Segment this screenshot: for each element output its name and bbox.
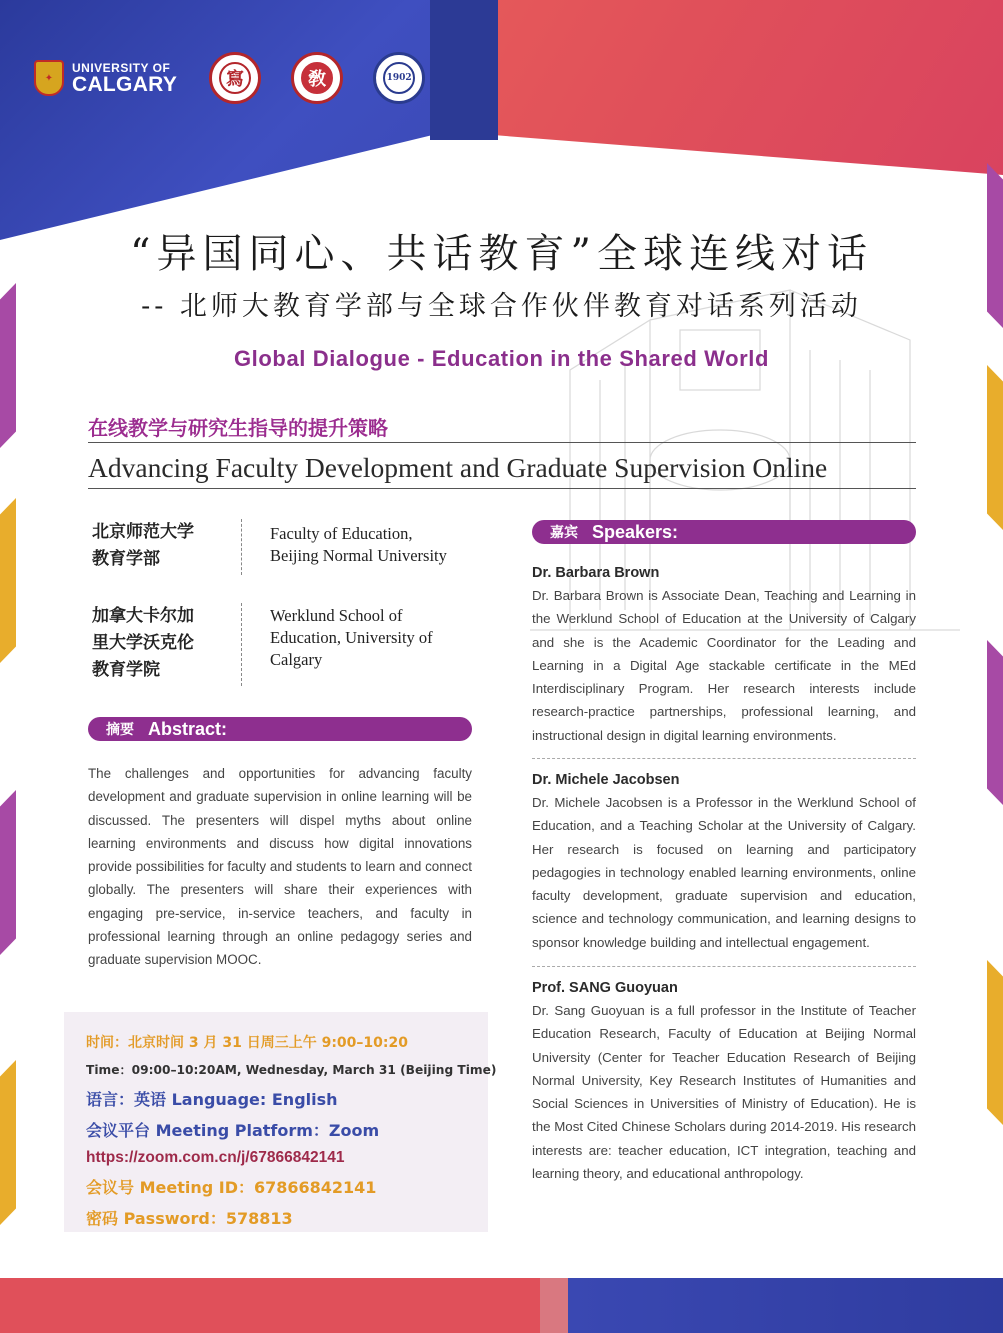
right-accent-yellow-1 xyxy=(987,365,1003,530)
speaker-barbara-brown xyxy=(532,565,916,747)
faculty-of-education-seal-logo xyxy=(291,52,343,104)
left-accent-yellow-1 xyxy=(0,498,16,663)
pink-strip-bottom xyxy=(540,1278,568,1333)
calgary-crest-icon: ✦ xyxy=(34,60,64,96)
university-of-calgary-logo xyxy=(34,60,177,96)
abstract-text: The challenges and opportunities for advancing faculty development and graduate supervision in online learning will be discussed. The presenters will dispel myths about online learning environments and discuss how digital innovations provide possibilities for faculty and students to learn and connect globally. The presenters will share their experiences with engaging pre-service, in-service teachers, and faculty in professional learning through an online pedagogy series and graduate supervision MOOC. xyxy=(88,766,472,968)
blue-seal-year: 1902 xyxy=(383,62,415,94)
topic-divider-bottom xyxy=(88,488,916,489)
speaker-bio: Dr. Michele Jacobsen is a Professor in the Werklund School of Education, and a Teaching Scholar at the University of Calgary. Her research is focused on learning and participatory pedagogies in technology enabled learning environments, online faculty development, graduate supervision and education, science and technology communication, and learning designs to sponsor knowledge building and intellectual engagement. xyxy=(532,795,916,950)
organizer-bnu xyxy=(92,519,472,575)
speaker-separator xyxy=(532,758,916,759)
organizer-en-line: Werklund School of xyxy=(270,606,403,625)
organizer-cn-line: 教育学院 xyxy=(92,660,160,680)
organizer-cn-line: 加拿大卡尔加 xyxy=(92,606,194,626)
left-accent-yellow-2 xyxy=(0,1060,16,1225)
organizer-cn-line: 里大学沃克伦 xyxy=(92,633,194,653)
main-title-en: Global Dialogue - Education in the Shared World xyxy=(233,346,770,371)
speaker-name: Dr. Barbara Brown xyxy=(532,565,660,581)
speakers-label-en: Speakers: xyxy=(592,521,679,542)
bnu-seal-char: 寫 xyxy=(219,62,251,94)
speaker-name: Prof. SANG Guoyuan xyxy=(532,980,678,996)
bnu-seal-logo xyxy=(209,52,261,104)
topic-title-en: Advancing Faculty Development and Graduate Supervision Online xyxy=(88,452,828,483)
organizer-cn-line: 北京师范大学 xyxy=(92,522,194,542)
time-cn: 时间：北京时间 3 月 31 日周三上午 9:00–10:20 xyxy=(86,1035,408,1051)
blue-banner-bottom xyxy=(568,1278,1003,1333)
organizer-calgary xyxy=(92,603,472,686)
speakers-header xyxy=(532,520,916,544)
red-banner-top xyxy=(445,0,1003,175)
meeting-info-box xyxy=(64,1012,497,1232)
logo-row xyxy=(34,48,425,108)
speaker-separator xyxy=(532,966,916,967)
organizer-cn-line: 教育学部 xyxy=(92,549,160,569)
topic-title-cn: 在线教学与研究生指导的提升策略 xyxy=(88,416,388,440)
subtitle-cn: -- 北师大教育学部与全球合作伙伴教育对话系列活动 xyxy=(141,291,862,322)
organizer-en-line: Beijing Normal University xyxy=(270,546,447,565)
education-seal-char: 敎 xyxy=(301,62,333,94)
abstract-label-cn: 摘要 xyxy=(106,722,134,738)
organizer-en-line: Faculty of Education, xyxy=(270,524,413,543)
main-title-cn: “异国同心、共话教育”全球连线对话 xyxy=(130,231,873,277)
right-accent-purple-2 xyxy=(987,640,1003,805)
speakers-label-cn: 嘉宾 xyxy=(550,525,578,541)
speaker-bio: Dr. Barbara Brown is Associate Dean, Teaching and Learning in the Werklund School of Education at the University of Calgary and she is the Academic Coordinator for the Leading and Learning in a Digital Age stackable certificate in the MEd Interdisciplinary Program. Her research interests include research-practice partnerships, professional learning, and instructional design in digital learning environments. xyxy=(532,588,916,743)
meeting-id: 会议号 Meeting ID：67866842141 xyxy=(86,1178,377,1197)
speaker-michele-jacobsen xyxy=(532,772,916,954)
language-info: 语言：英语 Language: English xyxy=(86,1090,338,1109)
speaker-sang-guoyuan xyxy=(532,980,916,1185)
organizer-en-line: Calgary xyxy=(270,650,323,669)
right-accent-yellow-2 xyxy=(987,960,1003,1125)
abstract-header xyxy=(88,717,472,741)
speaker-bio: Dr. Sang Guoyuan is a full professor in the Institute of Teacher Education Research, Faculty of Education at Beijing Normal University (Center for Teacher Education Research of Beijing Normal University, Key Research Institutes of Humanities and Social Sciences in Universities of Ministry of Education). He is the Most Cited Chinese Scholars during 2014-2019. His research interests are: teacher education, ICT integration, teaching and learning theory, and educational anthropology. xyxy=(532,1003,916,1182)
red-banner-bottom xyxy=(0,1278,540,1333)
speaker-name: Dr. Michele Jacobsen xyxy=(532,772,680,788)
zoom-link[interactable]: https://zoom.com.cn/j/67866842141 xyxy=(86,1149,345,1166)
navy-strip-top xyxy=(430,0,498,140)
meeting-platform: 会议平台 Meeting Platform：Zoom xyxy=(86,1121,380,1140)
organizer-en-line: Education, University of xyxy=(270,628,433,647)
calgary-logo-line1: UNIVERSITY OF xyxy=(72,60,171,75)
left-accent-purple-2 xyxy=(0,790,16,955)
time-en: Time：09:00–10:20AM, Wednesday, March 31 (Beijing Time) xyxy=(86,1063,497,1077)
abstract-label-en: Abstract: xyxy=(148,718,228,739)
topic-divider-top xyxy=(88,442,916,443)
calgary-logo-line2: CALGARY xyxy=(72,72,178,96)
beijing-normal-university-blue-seal-logo xyxy=(373,52,425,104)
meeting-password: 密码 Password：578813 xyxy=(86,1209,293,1228)
